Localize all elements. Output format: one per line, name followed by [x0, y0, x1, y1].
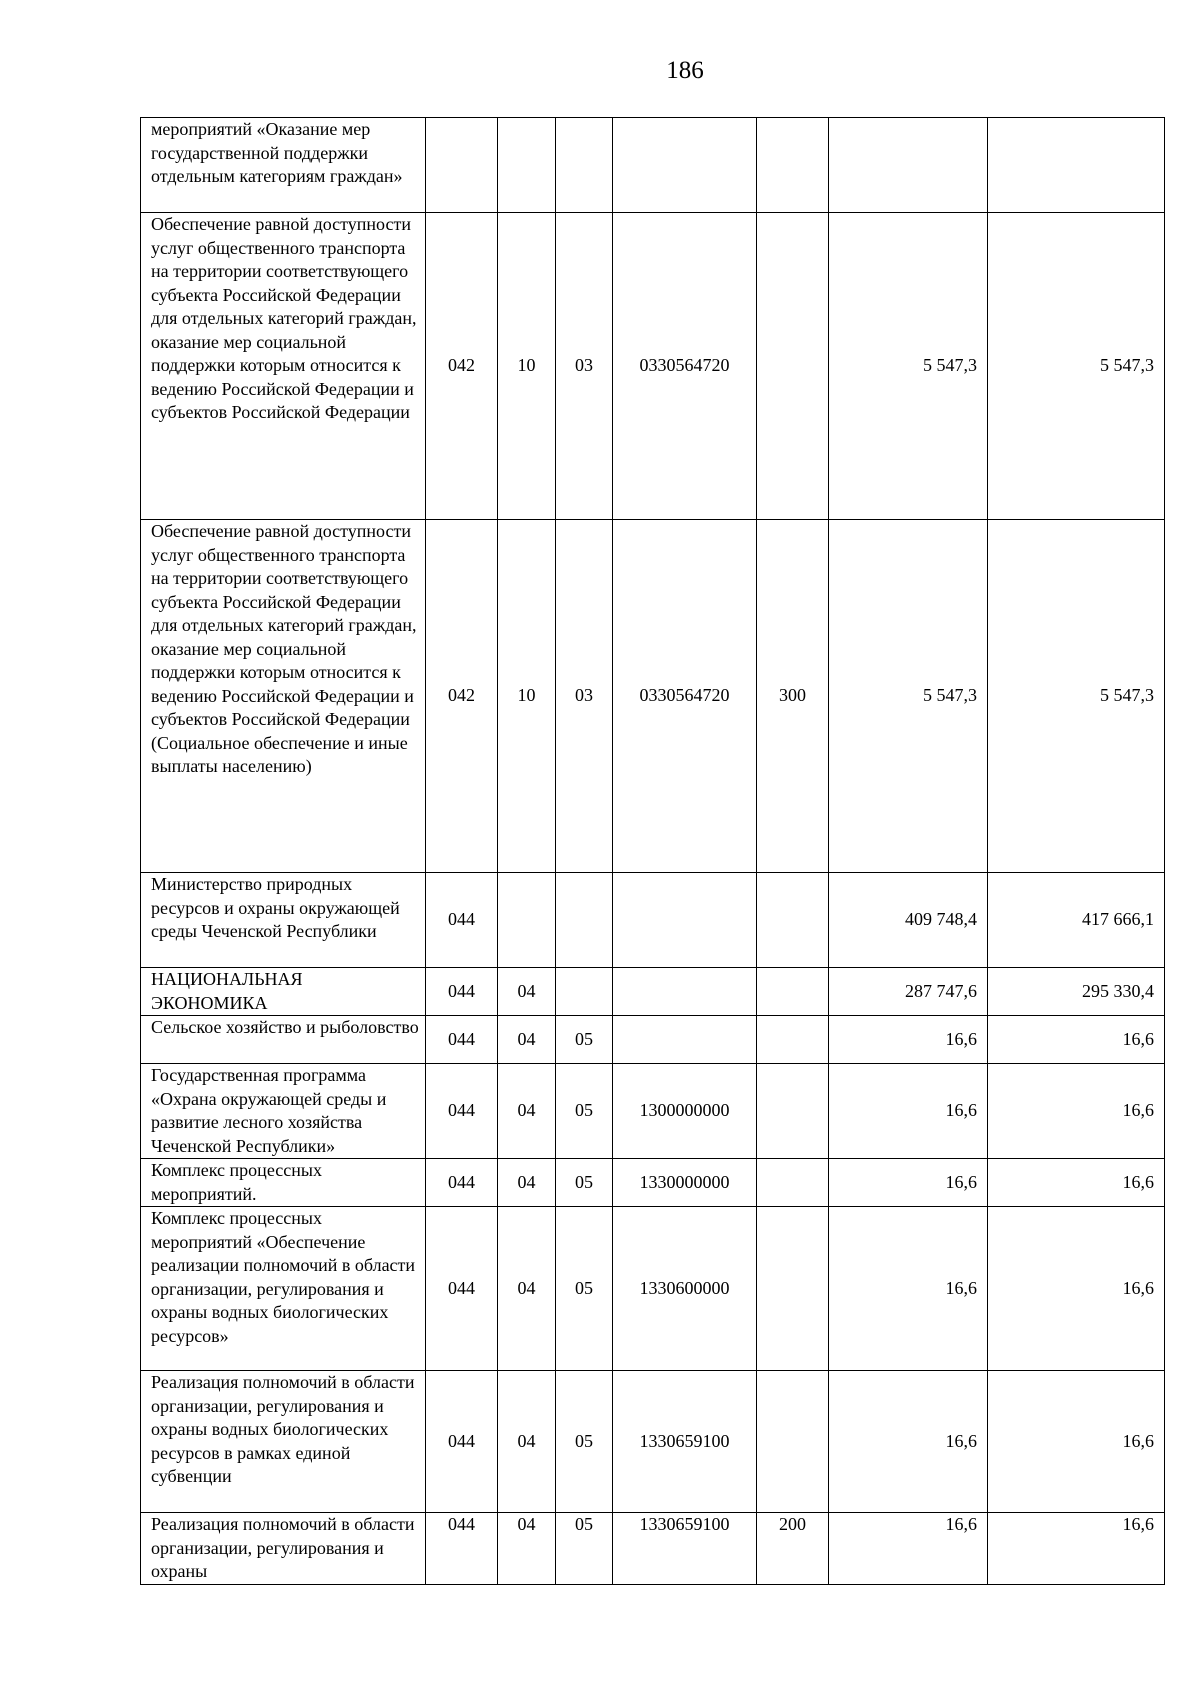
cell-ministry-code: 044: [426, 1371, 498, 1513]
cell-amount-1: 16,6: [829, 1064, 988, 1159]
cell-amount-1: 5 547,3: [829, 213, 988, 520]
cell-section: [498, 118, 556, 213]
page-number: 186: [666, 57, 704, 84]
cell-amount-2: 16,6: [988, 1064, 1165, 1159]
cell-section: 04: [498, 1159, 556, 1207]
cell-amount-1: 16,6: [829, 1513, 988, 1585]
table-row: [141, 1371, 1165, 1513]
cell-section: 04: [498, 1207, 556, 1371]
cell-expense-type: [757, 213, 829, 520]
cell-ministry-code: 044: [426, 1016, 498, 1064]
row-name: Реализация полномочий в области организации, регулирования и охраны водных биологических ресурсов в рамках единой субвенции: [141, 1371, 426, 1513]
cell-amount-2: 5 547,3: [988, 213, 1165, 520]
cell-amount-2: [988, 118, 1165, 213]
cell-expense-type: 300: [757, 520, 829, 873]
cell-amount-1: 16,6: [829, 1016, 988, 1064]
cell-amount-1: 16,6: [829, 1159, 988, 1207]
table-row: [141, 520, 1165, 873]
cell-target-article: 1330000000: [613, 1159, 757, 1207]
cell-subsection: 05: [556, 1513, 613, 1585]
table-row: [141, 968, 1165, 1016]
table-row: [141, 1513, 1165, 1585]
row-name: Сельское хозяйство и рыболовство: [141, 1016, 426, 1064]
cell-subsection: 03: [556, 213, 613, 520]
table-row: [141, 1207, 1165, 1371]
cell-target-article: [613, 873, 757, 968]
row-name: Комплекс процессных мероприятий.: [141, 1159, 426, 1207]
cell-target-article: 0330564720: [613, 213, 757, 520]
row-name: мероприятий «Оказание мер государственной поддержки отдельным категориям граждан»: [141, 118, 426, 213]
cell-ministry-code: 044: [426, 1513, 498, 1585]
cell-amount-2: 16,6: [988, 1207, 1165, 1371]
cell-ministry-code: [426, 118, 498, 213]
budget-table: [140, 117, 1165, 1585]
row-name: Обеспечение равной доступности услуг общественного транспорта на территории соответствующего субъекта Российской Федерации для отдельных категорий граждан, оказание мер социальной поддержки которым относится к ведению Российской Федерации и субъектов Российской Федерации (Социальное обеспечение и иные выплаты населению): [141, 520, 426, 873]
cell-amount-1: 16,6: [829, 1371, 988, 1513]
cell-amount-1: 287 747,6: [829, 968, 988, 1016]
cell-target-article: 1330659100: [613, 1513, 757, 1585]
cell-subsection: 05: [556, 1207, 613, 1371]
row-name: Комплекс процессных мероприятий «Обеспечение реализации полномочий в области организации, регулирования и охраны водных биологических ресурсов»: [141, 1207, 426, 1371]
cell-amount-2: 295 330,4: [988, 968, 1165, 1016]
cell-ministry-code: 044: [426, 873, 498, 968]
cell-target-article: 1330659100: [613, 1371, 757, 1513]
cell-subsection: 03: [556, 520, 613, 873]
cell-ministry-code: 042: [426, 520, 498, 873]
cell-amount-1: 409 748,4: [829, 873, 988, 968]
row-name: Министерство природных ресурсов и охраны окружающей среды Чеченской Республики: [141, 873, 426, 968]
table-row: [141, 1064, 1165, 1159]
cell-amount-2: 5 547,3: [988, 520, 1165, 873]
cell-section: 10: [498, 213, 556, 520]
cell-expense-type: [757, 1016, 829, 1064]
cell-ministry-code: 044: [426, 968, 498, 1016]
table-row: [141, 1159, 1165, 1207]
row-name: Обеспечение равной доступности услуг общественного транспорта на территории соответствующего субъекта Российской Федерации для отдельных категорий граждан, оказание мер социальной поддержки которым относится к ведению Российской Федерации и субъектов Российской Федерации: [141, 213, 426, 520]
cell-subsection: [556, 968, 613, 1016]
cell-expense-type: 200: [757, 1513, 829, 1585]
table-row: [141, 1016, 1165, 1064]
cell-section: 04: [498, 1064, 556, 1159]
cell-ministry-code: 044: [426, 1064, 498, 1159]
cell-ministry-code: 044: [426, 1159, 498, 1207]
cell-target-article: 1300000000: [613, 1064, 757, 1159]
row-name: Реализация полномочий в области организации, регулирования и охраны: [141, 1513, 426, 1585]
cell-amount-2: 16,6: [988, 1016, 1165, 1064]
table-row: [141, 873, 1165, 968]
table-row: [141, 118, 1165, 213]
cell-section: 04: [498, 1016, 556, 1064]
cell-amount-1: 16,6: [829, 1207, 988, 1371]
cell-target-article: 1330600000: [613, 1207, 757, 1371]
cell-target-article: 0330564720: [613, 520, 757, 873]
row-name: НАЦИОНАЛЬНАЯ ЭКОНОМИКА: [141, 968, 426, 1016]
cell-ministry-code: 044: [426, 1207, 498, 1371]
cell-expense-type: [757, 873, 829, 968]
cell-subsection: 05: [556, 1371, 613, 1513]
cell-amount-1: 5 547,3: [829, 520, 988, 873]
cell-expense-type: [757, 1064, 829, 1159]
cell-section: 04: [498, 968, 556, 1016]
cell-section: 10: [498, 520, 556, 873]
cell-amount-2: 16,6: [988, 1513, 1165, 1585]
cell-section: [498, 873, 556, 968]
cell-target-article: [613, 118, 757, 213]
table-row: [141, 213, 1165, 520]
cell-subsection: [556, 118, 613, 213]
cell-amount-2: 417 666,1: [988, 873, 1165, 968]
cell-target-article: [613, 1016, 757, 1064]
cell-section: 04: [498, 1371, 556, 1513]
cell-expense-type: [757, 1159, 829, 1207]
cell-expense-type: [757, 118, 829, 213]
cell-subsection: 05: [556, 1016, 613, 1064]
cell-amount-1: [829, 118, 988, 213]
cell-section: 04: [498, 1513, 556, 1585]
cell-subsection: [556, 873, 613, 968]
cell-subsection: 05: [556, 1159, 613, 1207]
cell-ministry-code: 042: [426, 213, 498, 520]
cell-expense-type: [757, 968, 829, 1016]
row-name: Государственная программа «Охрана окружающей среды и развитие лесного хозяйства Чеченской Республики»: [141, 1064, 426, 1159]
cell-expense-type: [757, 1371, 829, 1513]
cell-amount-2: 16,6: [988, 1159, 1165, 1207]
cell-subsection: 05: [556, 1064, 613, 1159]
cell-expense-type: [757, 1207, 829, 1371]
cell-amount-2: 16,6: [988, 1371, 1165, 1513]
cell-target-article: [613, 968, 757, 1016]
